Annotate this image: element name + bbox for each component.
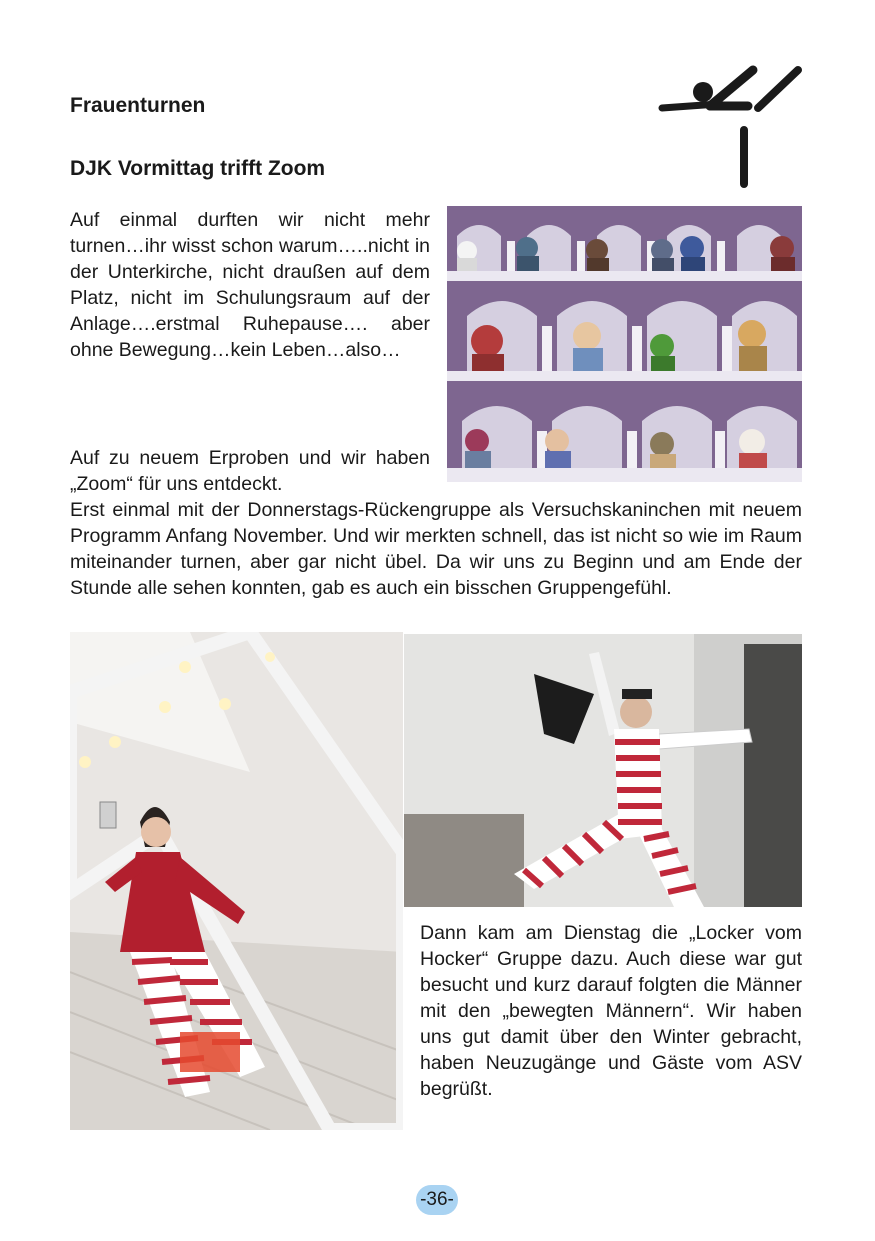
groups-paragraph: Dann kam am Dienstag die „Locker vom Hocker“ Gruppe dazu. Auch diese war gut besucht und kurz darauf folgten die Männer mit den „bewegten Männern“. Wir haben uns gut damit über den Winter gebracht, haben Neuzugänge und Gäste vom ASV begrüßt. [420, 922, 802, 1100]
striped-pose-photo [404, 634, 802, 907]
group-paragraph: Erst einmal mit der Donnerstags-Rückengruppe als Versuchskaninchen mit neuem Programm Anfang November. Und wir merkten schnell, das ist nicht so wie im Raum miteinander turnen, aber gar nicht übel. Da wir uns zu Beginn und am Ende der Stunde alle sehen konnten, gab es auch ein bisschen Gruppengefühl. [70, 499, 802, 599]
page-title: Frauenturnen [70, 94, 206, 117]
intro-paragraph: Auf einmal durften wir nicht mehr turnen…ihr wisst schon warum…..nicht in der Unterkirche, nicht draußen auf dem Platz, nicht im Schulungsraum auf der Anlage….erstmal Ruhepause…. aber ohne Bewegung…kein Leben…also… [70, 209, 430, 361]
mirror-selfie-photo [70, 632, 403, 1130]
zoom-paragraph: Auf zu neuem Erproben und wir haben „Zoom“ für uns entdeckt. [70, 447, 430, 495]
page-number: -36- [416, 1185, 458, 1215]
article-subtitle: DJK Vormittag trifft Zoom [70, 157, 326, 180]
muppets-photo [447, 206, 802, 482]
gymnast-icon [658, 62, 804, 188]
